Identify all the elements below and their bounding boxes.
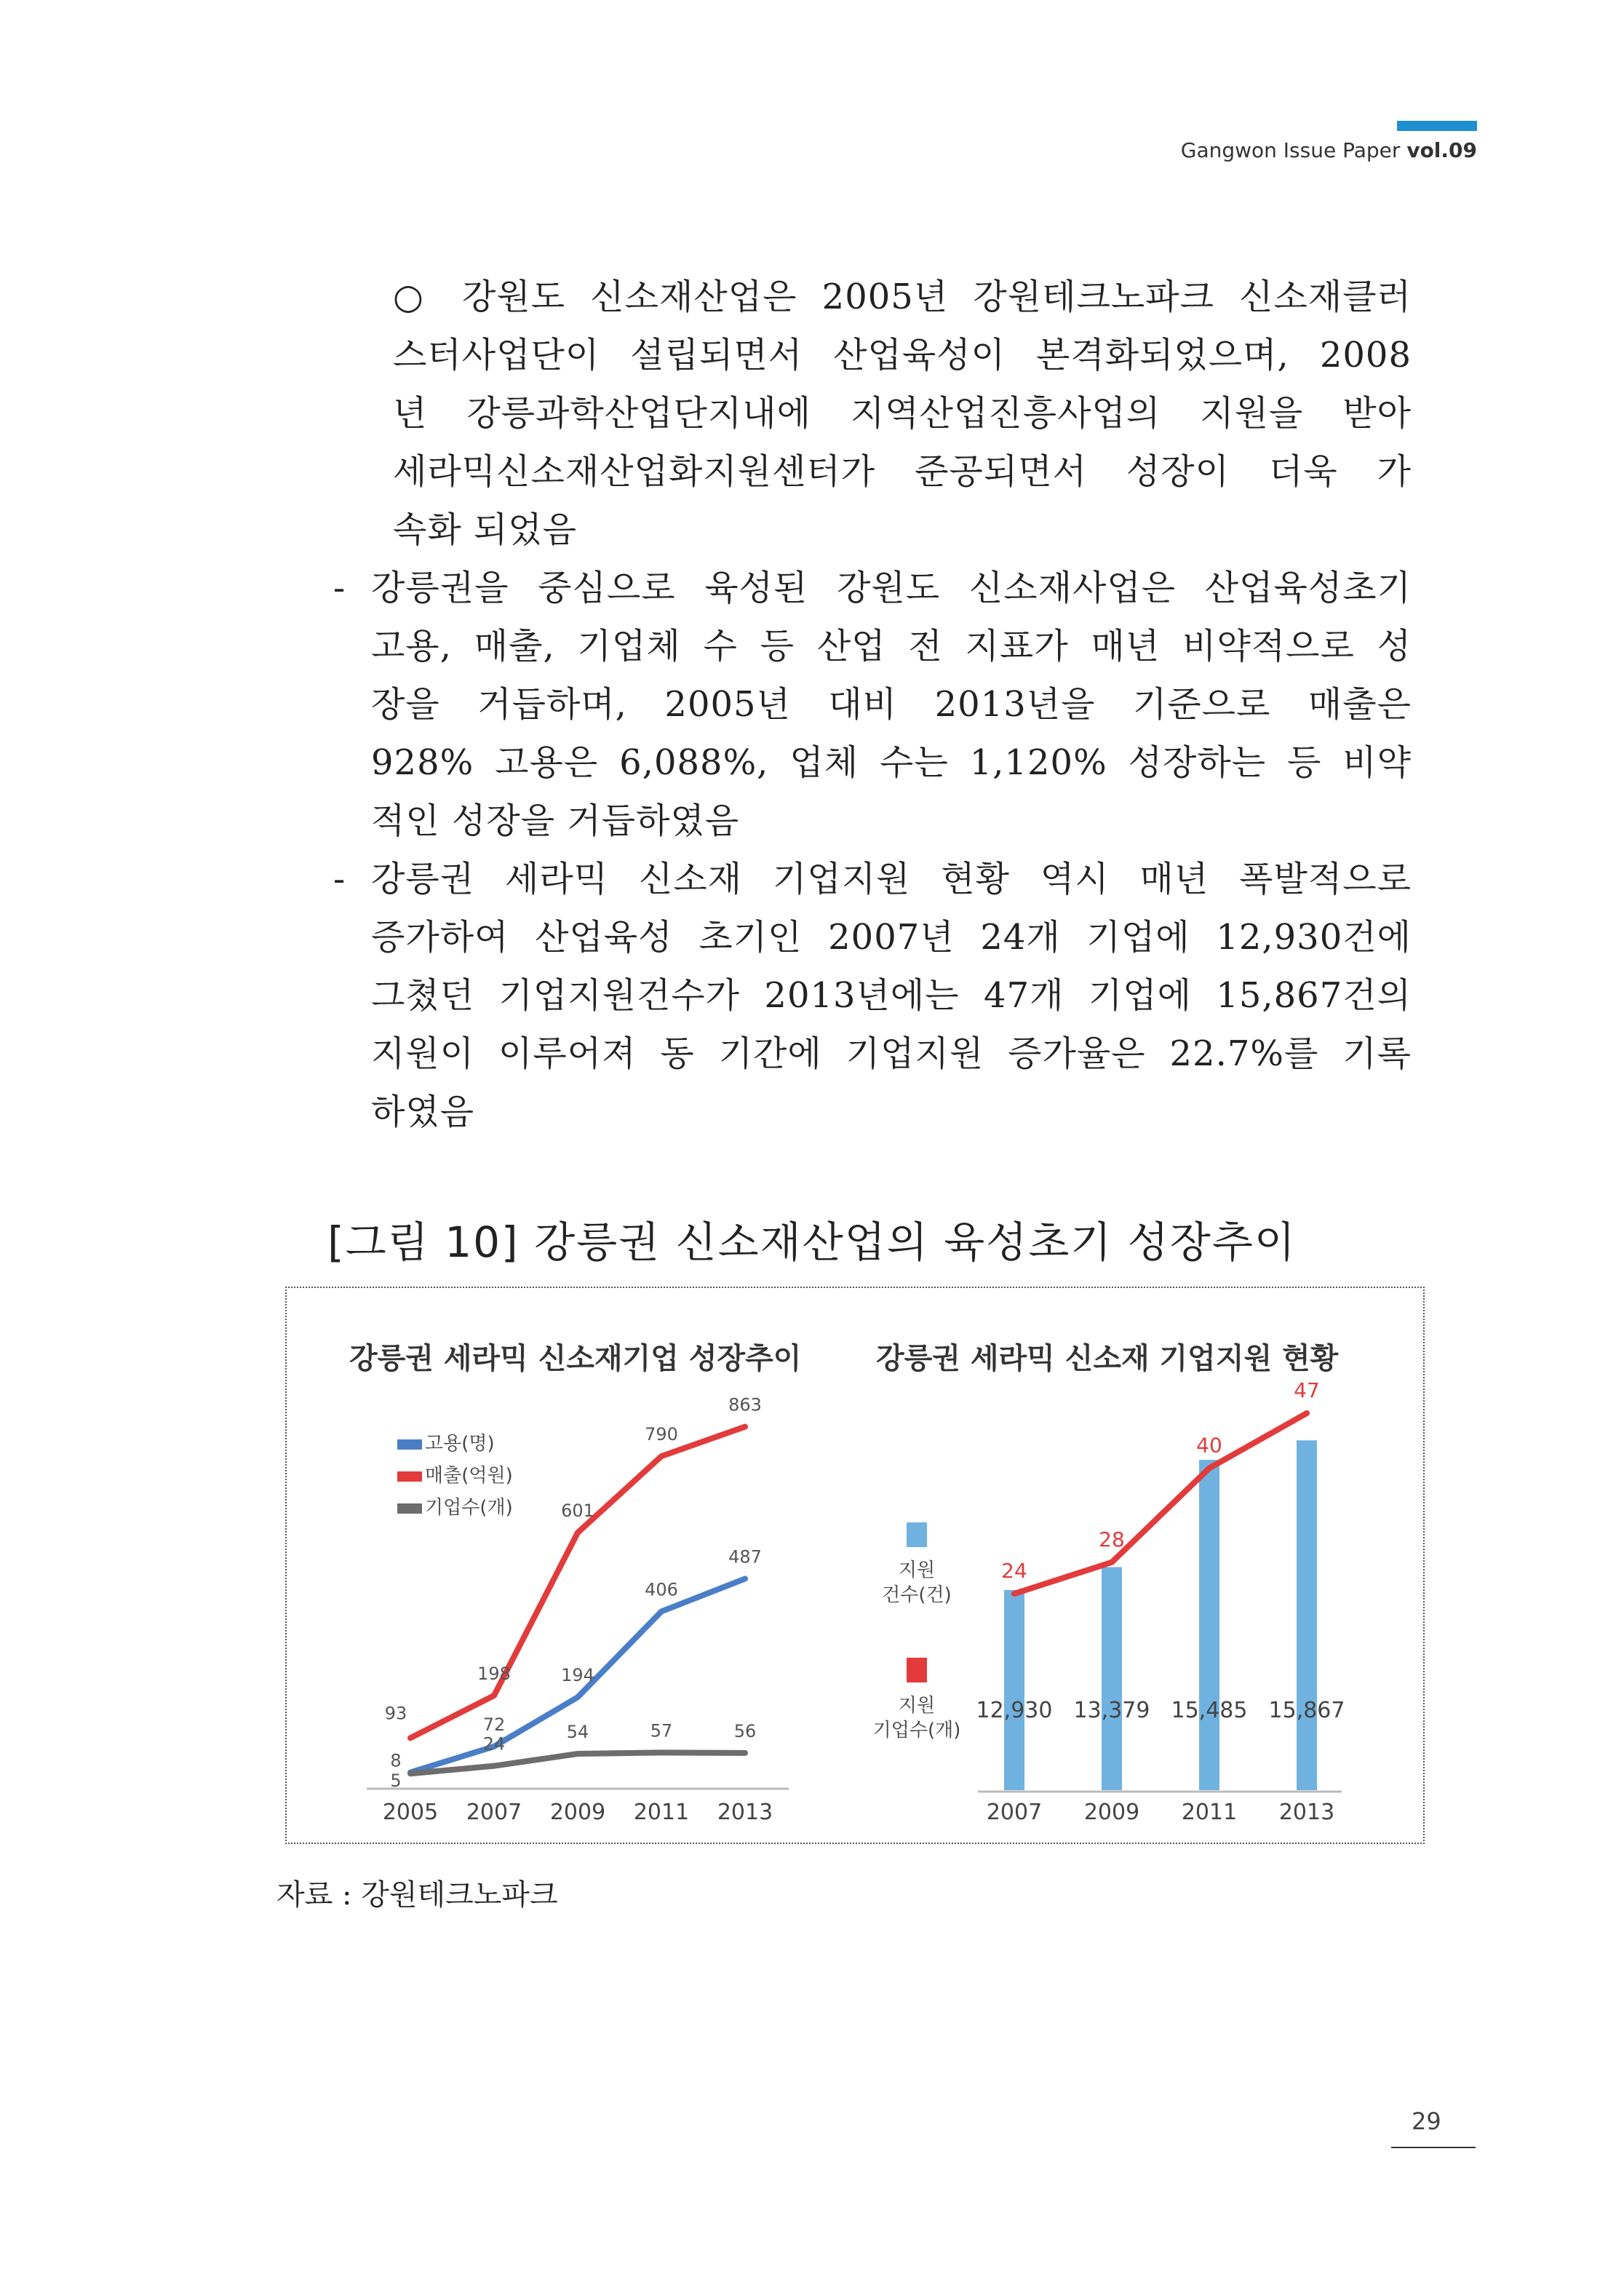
- line-data-label: 406: [645, 1579, 678, 1600]
- line-chart-title: 강릉권 세라믹 신소재기업 성장추이: [349, 1342, 802, 1375]
- line-data-label: 198: [477, 1664, 511, 1684]
- line-chart-legend-swatch: [397, 1439, 422, 1450]
- bar-chart-legend-label: 기업수(개): [872, 1720, 961, 1741]
- para2-line: 장을 거듭하며, 2005년 대비 2013년을 기준으로 매출은: [371, 684, 1412, 725]
- figure-title: [그림 10] 강릉권 신소재산업의 육성초기 성장추이: [327, 1217, 1297, 1267]
- bar-mark: [1297, 1440, 1317, 1790]
- line-data-label: 8: [390, 1750, 402, 1771]
- header-accent-bar: [1397, 121, 1477, 131]
- bar-chart-legend-label: 지원: [898, 1559, 936, 1581]
- line-data-label: 40: [1196, 1433, 1222, 1458]
- para2-line: 고용, 매출, 기업체 수 등 산업 전 지표가 매년 비약적으로 성: [371, 626, 1412, 667]
- bar-mark: [1004, 1590, 1024, 1790]
- bar-chart-x-tick: 2013: [1278, 1800, 1335, 1825]
- line-chart-x-tick: 2009: [549, 1800, 606, 1825]
- line-series: [1014, 1413, 1307, 1594]
- bar-chart-title: 강릉권 세라믹 신소재 기업지원 현황: [876, 1342, 1339, 1375]
- line-data-label: 487: [728, 1546, 762, 1567]
- para3-line: 하였음: [371, 1092, 475, 1132]
- line-data-label: 54: [566, 1722, 589, 1742]
- line-data-label: 57: [650, 1720, 673, 1741]
- para3-line: 증가하여 산업육성 초기인 2007년 24개 기업에 12,930건에: [371, 917, 1412, 958]
- line-data-label: 47: [1294, 1378, 1320, 1402]
- figure-box: [285, 1287, 1425, 1844]
- line-chart-x-tick: 2011: [633, 1800, 690, 1825]
- line-data-label: 5: [390, 1771, 402, 1792]
- line-data-label: 56: [733, 1720, 757, 1741]
- page-number-rule: [1391, 2147, 1476, 2148]
- bar-chart-legend-swatch: [907, 1658, 927, 1682]
- line-chart-legend-label: 매출(억원): [425, 1465, 513, 1487]
- bar-chart-x-tick: 2011: [1181, 1800, 1238, 1825]
- bar-value-label: 15,867: [1268, 1698, 1345, 1723]
- volume-label: vol.09: [1406, 138, 1477, 162]
- line-chart-legend-label: 기업수(개): [425, 1497, 513, 1519]
- para1-line: 속화 되었음: [393, 509, 578, 550]
- paragraph-1: [393, 268, 1412, 559]
- running-header: [1181, 138, 1477, 162]
- line-data-label: 790: [645, 1424, 678, 1445]
- para1-line: 년 강릉과학산업단지내에 지역산업진흥사업의 지원을 받아: [393, 393, 1412, 434]
- paragraph-2: [371, 559, 1412, 850]
- publication-name: Gangwon Issue Paper: [1180, 138, 1401, 162]
- bar-chart-x-tick: 2009: [1083, 1800, 1140, 1825]
- bar-chart-legend-swatch: [907, 1522, 927, 1547]
- paragraph-3: [371, 850, 1412, 1141]
- charts-canvas: [287, 1288, 1423, 1843]
- line-chart-legend-swatch: [397, 1471, 422, 1482]
- bar-mark: [1102, 1567, 1122, 1790]
- para2-line: 강릉권을 중심으로 육성된 강원도 신소재사업은 산업육성초기: [371, 568, 1412, 608]
- line-data-label: 24: [1001, 1559, 1027, 1583]
- line-data-label: 24: [482, 1733, 506, 1755]
- line-data-label: 93: [384, 1703, 407, 1724]
- bar-chart-x-tick: 2007: [986, 1800, 1043, 1825]
- line-chart-x-tick: 2005: [382, 1800, 439, 1825]
- bar-value-label: 13,379: [1073, 1698, 1150, 1723]
- bar-value-label: 12,930: [976, 1698, 1053, 1723]
- line-chart-legend-label: 고용(명): [425, 1433, 495, 1455]
- para1-line: 세라믹신소재산업화지원센터가 준공되면서 성장이 더욱 가: [393, 451, 1412, 492]
- line-data-label: 72: [482, 1714, 506, 1735]
- line-chart-x-tick: 2007: [466, 1800, 522, 1825]
- para2-line: 적인 성장을 거듭하였음: [371, 800, 740, 841]
- para3-line: 그쳤던 기업지원건수가 2013년에는 47개 기업에 15,867건의: [371, 975, 1412, 1016]
- bar-mark: [1199, 1460, 1219, 1790]
- source-note: 자료 : 강원테크노파크: [276, 1878, 558, 1912]
- para3-line: 지원이 이루어져 동 기간에 기업지원 증가율은 22.7%를 기록: [371, 1033, 1412, 1074]
- line-chart-legend-swatch: [397, 1503, 422, 1514]
- line-data-label: 194: [561, 1665, 594, 1686]
- bullet-dash: -: [333, 859, 346, 899]
- bar-value-label: 15,485: [1171, 1698, 1248, 1723]
- para1-line: ○ 강원도 신소재산업은 2005년 강원테크노파크 신소재클러: [393, 277, 1412, 317]
- line-data-label: 28: [1099, 1527, 1125, 1551]
- page-number: 29: [1412, 2107, 1441, 2135]
- line-data-label: 601: [561, 1501, 594, 1522]
- para2-line: 928% 고용은 6,088%, 업체 수는 1,120% 성장하는 등 비약: [371, 742, 1412, 783]
- line-chart-x-tick: 2013: [717, 1800, 773, 1825]
- bullet-dash: -: [333, 568, 346, 608]
- para3-line: 강릉권 세라믹 신소재 기업지원 현황 역시 매년 폭발적으로: [371, 859, 1412, 899]
- para1-line: 스터사업단이 설립되면서 산업육성이 본격화되었으며, 2008: [393, 335, 1412, 375]
- line-data-label: 863: [728, 1394, 762, 1415]
- bar-chart-legend-label: 건수(건): [882, 1584, 952, 1606]
- bar-chart-legend-label: 지원: [898, 1695, 936, 1717]
